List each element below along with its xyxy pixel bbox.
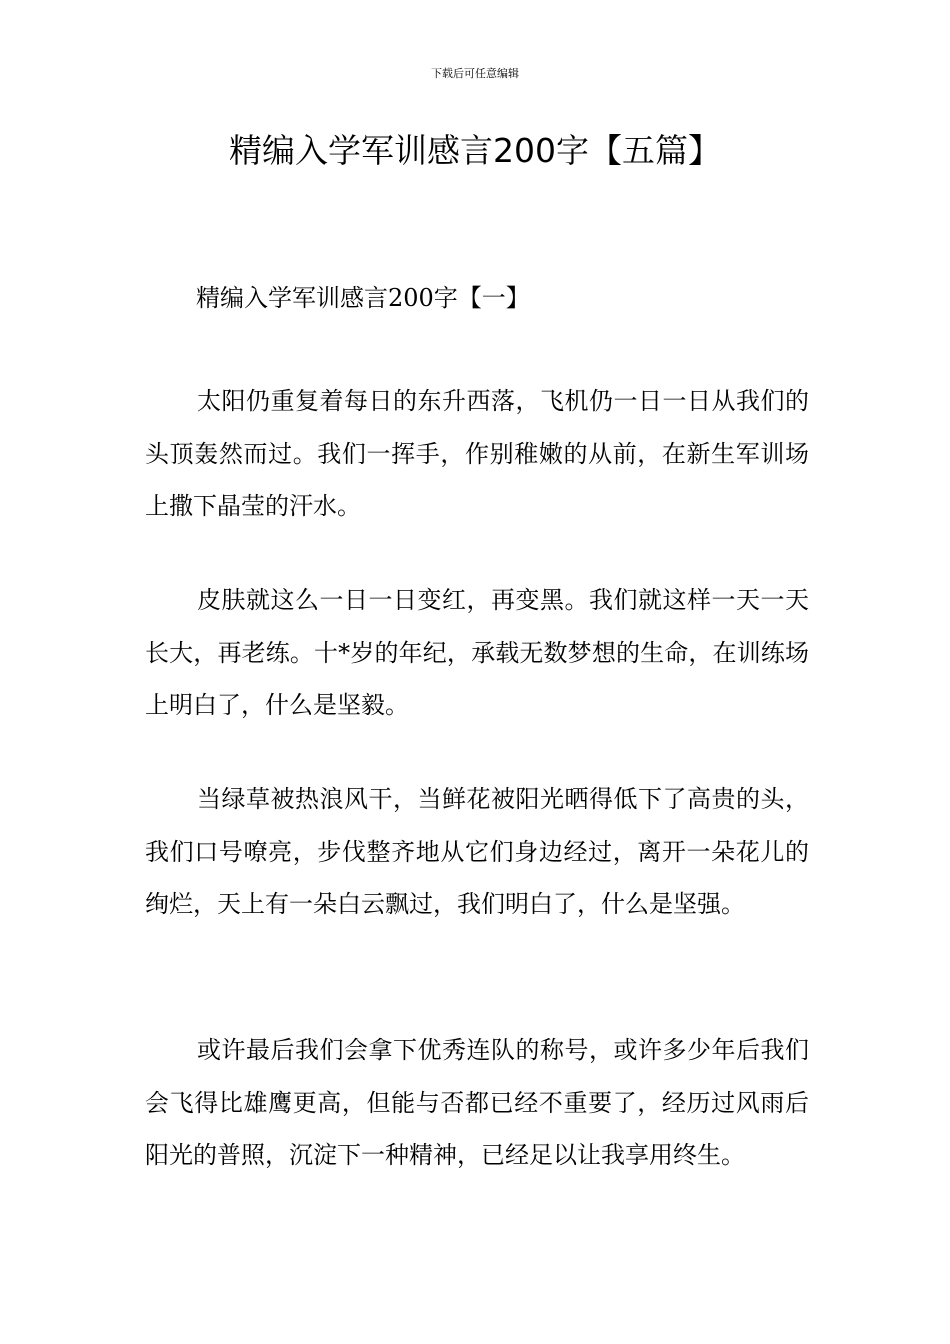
paragraph-1: 太阳仍重复着每日的东升西落，飞机仍一日一日从我们的头顶轰然而过。我们一挥手，作别稚嫩的从前，在新生军训场上撒下晶莹的汗水。 [145,387,809,520]
page-title: 精编入学军训感言200字【五篇】 [229,131,721,170]
header-note: 下载后可任意编辑 [431,67,519,80]
paragraph-4: 或许最后我们会拿下优秀连队的称号，或许多少年后我们会飞得比雄鹰更高，但能与否都已经不重要了，经历过风雨后阳光的普照，沉淀下一种精神，已经足以让我享用终生。 [145,1036,809,1169]
paragraph-3: 当绿草被热浪风干，当鲜花被阳光晒得低下了高贵的头，我们口号嘹亮，步伐整齐地从它们身边经过，离开一朵花儿的绚烂，天上有一朵白云飘过，我们明白了，什么是坚强。 [145,785,809,918]
paragraph-2: 皮肤就这么一日一日变红，再变黑。我们就这样一天一天长大，再老练。十*岁的年纪，承载无数梦想的生命，在训练场上明白了，什么是坚毅。 [145,586,809,719]
section-heading: 精编入学军训感言200字【一】 [196,284,530,312]
